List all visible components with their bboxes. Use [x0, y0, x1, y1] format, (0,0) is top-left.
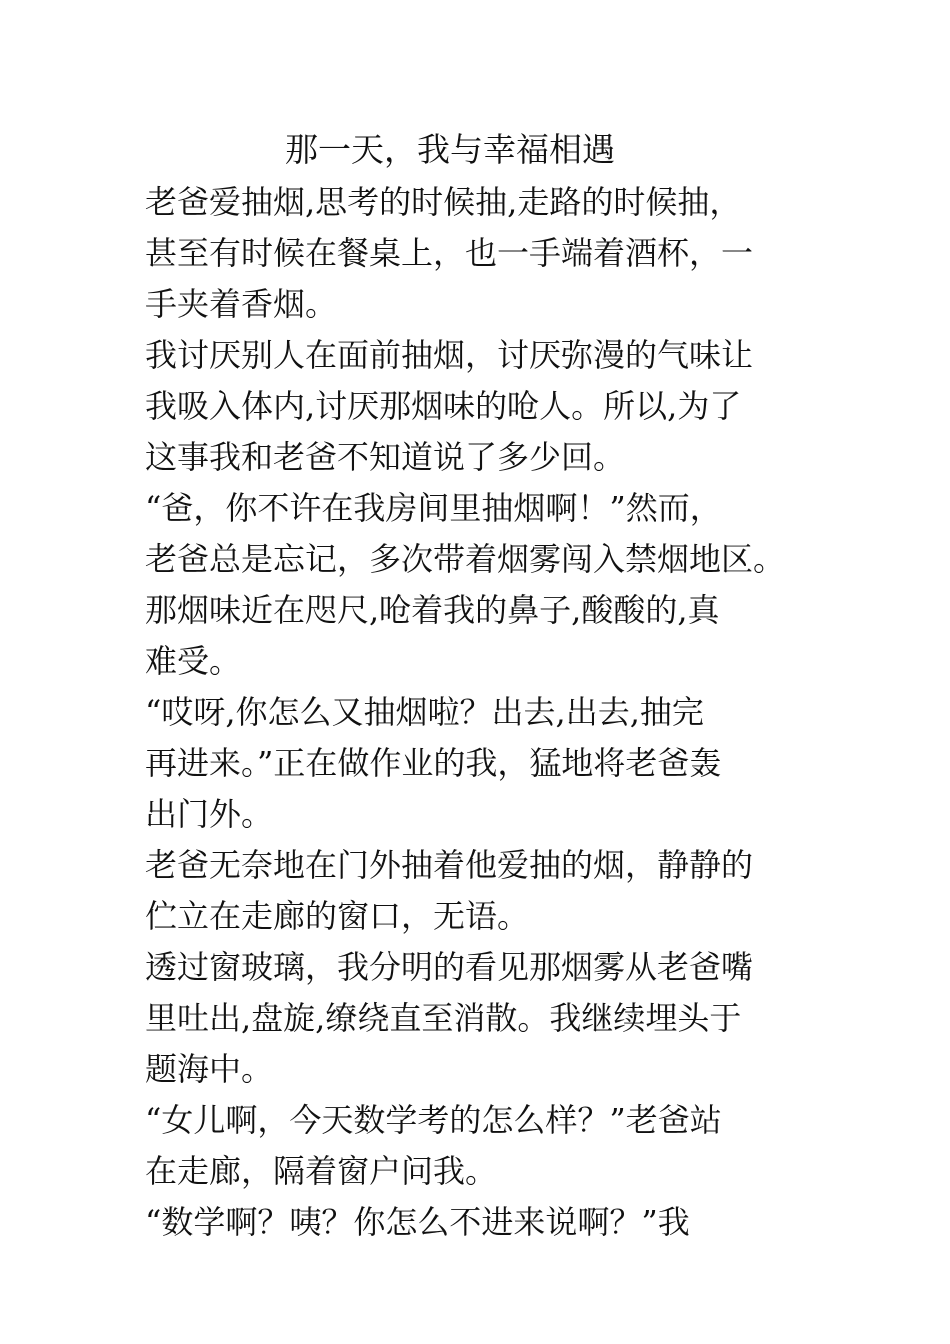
text-line: 手夹着香烟。	[145, 285, 338, 323]
text-line: “女儿啊，今天数学考的怎么样？”老爸站	[145, 1101, 722, 1139]
text-line: 甚至有时候在餐桌上，也一手端着酒杯，一	[145, 234, 754, 272]
document-body	[145, 177, 810, 1248]
text-line: 这事我和老爸不知道说了多少回。	[145, 438, 626, 476]
text-line: “爸，你不许在我房间里抽烟啊！”然而，	[145, 489, 722, 527]
text-line: 再进来。”正在做作业的我，猛地将老爸轰	[145, 744, 722, 782]
text-line: 伫立在走廊的窗口，无语。	[145, 897, 530, 935]
text-line: 难受。	[145, 642, 242, 680]
text-line: 我讨厌别人在面前抽烟，讨厌弥漫的气味让	[145, 336, 754, 374]
text-line: 我吸入体内,讨厌那烟味的呛人。所以,为了	[145, 387, 742, 425]
text-line: 里吐出,盘旋,缭绕直至消散。我继续埋头于	[145, 999, 742, 1037]
text-line: 老爸总是忘记，多次带着烟雾闯入禁烟地区。	[145, 540, 786, 578]
text-line: 透过窗玻璃，我分明的看见那烟雾从老爸嘴	[145, 948, 754, 986]
text-line: 老爸无奈地在门外抽着他爱抽的烟，静静的	[145, 846, 754, 884]
text-line: 老爸爱抽烟,思考的时候抽,走路的时候抽，	[145, 183, 742, 221]
text-line: 那烟味近在咫尺,呛着我的鼻子,酸酸的,真	[145, 591, 720, 629]
text-line: 在走廊，隔着窗户问我。	[145, 1152, 498, 1190]
document-title: 那一天，我与幸福相遇	[285, 130, 615, 169]
text-line: “哎呀,你怎么又抽烟啦？出去,出去,抽完	[145, 693, 704, 731]
text-line: “数学啊？咦？你怎么不进来说啊？”我	[145, 1203, 690, 1241]
text-line: 出门外。	[145, 795, 274, 833]
text-line: 题海中。	[145, 1050, 274, 1088]
